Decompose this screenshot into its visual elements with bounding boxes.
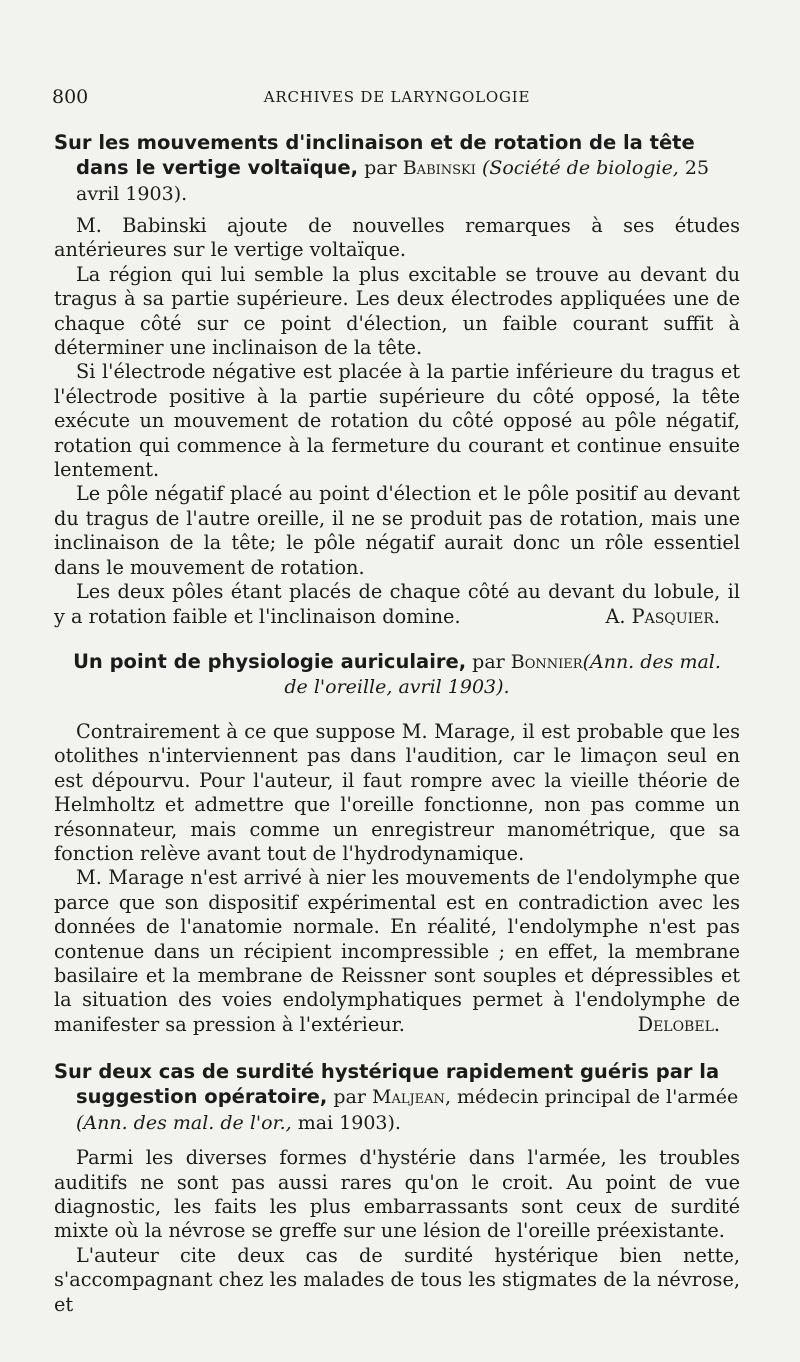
paragraph: Si l'électrode négative est placée à la partie inférieure du tragus et l'électrode positive à la partie supérieure du côté opposé, la tête exécute un mouvement de rotation du côté opposé au pôle négatif, rotation qui commence à la fermeture du courant et continue ensuite lentement.: [54, 360, 740, 482]
page-number: 800: [52, 86, 89, 108]
paragraph: M. Babinski ajoute de nouvelles remarques à ses études antérieures sur le vertige voltaïque.: [54, 214, 740, 262]
source-line-2: de l'oreille, avril 1903).: [284, 675, 510, 698]
paragraph: Parmi les diverses formes d'hystérie dans l'armée, les troubles auditifs ne sont pas aussi rares qu'on le croit. Au point de vue diagnostic, les faits les plus embarrassants sont ceux de surdité mixte où la névrose se greffe sur une lésion de l'oreille préexistante.: [54, 1146, 740, 1243]
author: Babinski: [402, 157, 476, 179]
paragraph-last: M. Marage n'est arrivé à nier les mouvements de l'endolymphe que parce que son dispositif expérimental est en contradiction avec les données de l'anatomie normale. En réalité, l'endolymphe n'est pas contenue dans un récipient incompressible ; en effet, la membrane basilaire et la membrane de Reissner sont souples et dépressibles et la situation des voies endolymphatiques permet à l'endolymphe de manifester sa pression à l'extérieur. Delobel.: [54, 866, 740, 1036]
signature: Delobel.: [637, 1012, 720, 1036]
section-title: Sur les mouvements d'inclinaison et de rotation de la tête dans le vertige voltaïque, par Babinski (Société de biologie, 25 avril 1903).: [54, 131, 710, 205]
source: (Ann. des mal.: [582, 650, 721, 673]
running-title: ARCHIVES DE LARYNGOLOGIE: [263, 88, 531, 106]
signature: A. Pasquier.: [605, 604, 720, 628]
section-text: [54, 1146, 740, 1317]
author: Bonnier: [510, 650, 583, 673]
paragraph: Le pôle négatif placé au point d'élection et le pôle positif au devant du tragus de l'autre oreille, il ne se produit pas de rotation, mais une inclinaison de la tête; le pôle négatif aurait donc un rôle essentiel dans le mouvement de rotation.: [54, 482, 740, 579]
source: (Ann. des mal. de l'or.,: [76, 1112, 292, 1135]
source: (Société de biologie,: [481, 157, 679, 179]
date: 25 avril 1903).: [76, 157, 710, 205]
date: mai 1903).: [291, 1112, 401, 1135]
title-bold: Sur les mouvements d'inclinaison et de rotation de la tête dans le vertige voltaïque,: [54, 131, 695, 179]
section-title: Sur deux cas de surdité hystérique rapidement guéris par la suggestion opératoire, par Maljean, médecin principal de l'armée (Ann. des mal. de l'or., mai 1903).: [54, 1060, 739, 1135]
section-text: [54, 720, 740, 1037]
paragraph: Contrairement à ce que suppose M. Marage, il est probable que les otolithes n'interviennent pas dans l'audition, car le limaçon seul en est dépourvu. Pour l'auteur, il faut rompre avec la vieille théorie de Helmholtz et admettre que l'oreille fonctionne, non pas comme un résonnateur, mais comme un enregistreur manométrique, que sa fonction relève avant tout de l'hydrodynamique.: [54, 719, 740, 865]
title-bold: Sur deux cas de surdité hystérique rapidement guéris par la suggestion opératoire,: [54, 1060, 720, 1109]
title-bold: Un point de physiologie auriculaire,: [73, 649, 467, 673]
paragraph: L'auteur cite deux cas de surdité hystérique bien nette, s'accompagnant chez les malades de tous les stigmates de la névrose, et: [54, 1243, 740, 1316]
review-section-3: [54, 1059, 740, 1317]
page-header: [52, 86, 742, 110]
paragraph: La région qui lui semble la plus excitable se trouve au devant du tragus à sa partie supérieure. Les deux électrodes appliquées une de chaque côté sur ce point d'élection, un faible courant suffit à déterminer une inclinaison de la tête.: [54, 262, 740, 360]
author: Maljean: [371, 1086, 445, 1109]
review-section-2: [54, 649, 740, 1037]
review-section-1: [54, 130, 740, 629]
paragraph-last: Les deux pôles étant placés de chaque côté au devant du lobule, il y a rotation faible et l'inclinaison domine. A. Pasquier.: [54, 580, 740, 628]
article-body: [54, 130, 740, 1317]
section-text: [54, 214, 740, 629]
section-title: Un point de physiologie auriculaire, par Bonnier(Ann. des mal. de l'oreille, avril 1903).: [54, 649, 740, 700]
